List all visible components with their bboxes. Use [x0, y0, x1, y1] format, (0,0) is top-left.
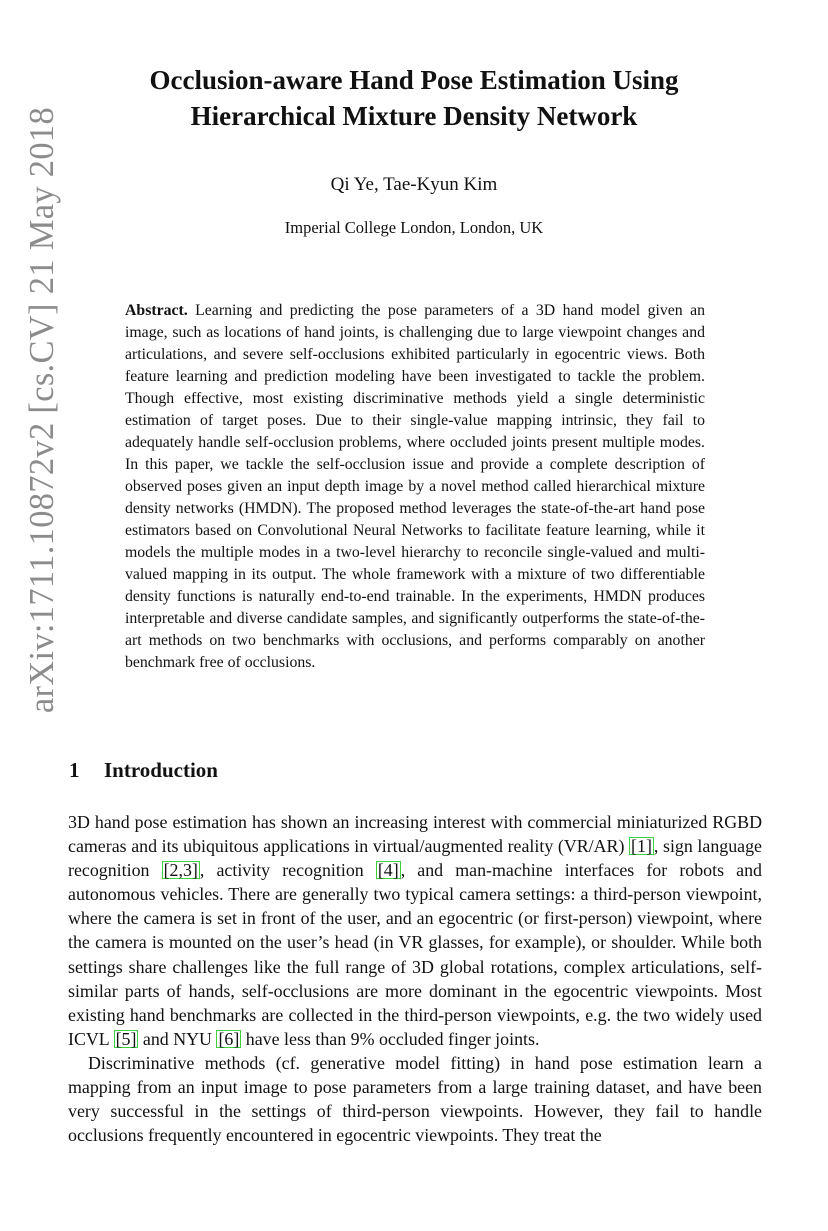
arxiv-identifier-text: arXiv:1711.10872v2 [cs.CV] 21 May 2018: [22, 106, 61, 714]
paper-title: [100, 62, 728, 134]
title-line-1: Occlusion-aware Hand Pose Estimation Using: [149, 65, 679, 95]
paragraph-2: Discriminative methods (cf. generative model fitting) in hand pose estimation learn a mapping from an input image to pose parameters from a large training dataset, and have been very successful in the settings of third-person viewpoints. However, they fail to handle occlusions frequently encountered in egocentric viewpoints. They treat the: [68, 1052, 762, 1146]
section-heading: [69, 758, 218, 783]
abstract-label: Abstract.: [125, 302, 188, 319]
citation-link[interactable]: [2,3]: [163, 860, 198, 881]
para1-text-4: , and man-machine interfaces for robots and autonomous vehicles. There are generally two typical camera settings: a third-person viewpoint, where the camera is set in front of the user, and an egocentric (or first-person) viewpoint, where the camera is mounted on the user’s head (in VR glasses, for example), or shoulder. While both settings share challenges like the full range of 3D global rotations, complex articulations, self-similar parts of hands, self-occlusions are more dominant in the egocentric viewpoints. Most existing hand benchmarks are collected in the third-person viewpoints, e.g. the two widely used ICVL: [68, 860, 762, 1049]
citation-link[interactable]: [1]: [631, 836, 652, 857]
para1-text-6: have less than 9% occluded finger joints.: [241, 1028, 540, 1049]
title-line-2: Hierarchical Mixture Density Network: [190, 101, 638, 131]
citation-link[interactable]: [4]: [377, 860, 399, 881]
para1-text-5: and NYU: [138, 1028, 217, 1049]
paragraph-1: [68, 810, 762, 1051]
citation-link[interactable]: [6]: [218, 1028, 240, 1049]
authors: Qi Ye, Tae-Kyun Kim: [330, 174, 498, 195]
affiliation: Imperial College London, London, UK: [284, 218, 544, 237]
para1-text-1: 3D hand pose estimation has shown an increasing interest with commercial miniaturized RGBD cameras and its ubiquitous applications in virtual/augmented reality (VR/AR): [68, 812, 762, 857]
arxiv-identifier-stamp: [18, 50, 66, 770]
abstract: [125, 300, 705, 674]
section-title: Introduction: [104, 758, 218, 782]
citation-link[interactable]: [5]: [115, 1028, 137, 1049]
para1-text-2: , sign language recognition: [68, 836, 762, 881]
body-text: [68, 810, 762, 1147]
section-number: 1: [69, 758, 80, 782]
abstract-text: Learning and predicting the pose parameters of a 3D hand model given an image, such as locations of hand joints, is challenging due to large viewpoint changes and articulations, and severe self-occlusions exhibited particularly in egocentric views. Both feature learning and prediction modeling have been investigated to tackle the problem. Though effective, most existing discriminative methods yield a single deterministic estimation of target poses. Due to their single-value mapping intrinsic, they fail to adequately handle self-occlusion problems, where occluded joints present multiple modes. In this paper, we tackle the self-occlusion issue and provide a complete description of observed poses given an input depth image by a novel method called hierarchical mixture density networks (HMDN). The proposed method leverages the state-of-the-art hand pose estimators based on Convolutional Neural Networks to facilitate feature learning, while it models the multiple modes in a two-level hierarchy to reconcile single-valued and multi-valued mapping in its output. The whole framework with a mixture of two differentiable density functions is naturally end-to-end trainable. In the experiments, HMDN produces interpretable and diverse candidate samples, and significantly outperforms the state-of-the-art methods on two benchmarks with occlusions, and performs comparably on another benchmark free of occlusions.: [125, 302, 705, 671]
para1-text-3: , activity recognition: [199, 860, 376, 881]
